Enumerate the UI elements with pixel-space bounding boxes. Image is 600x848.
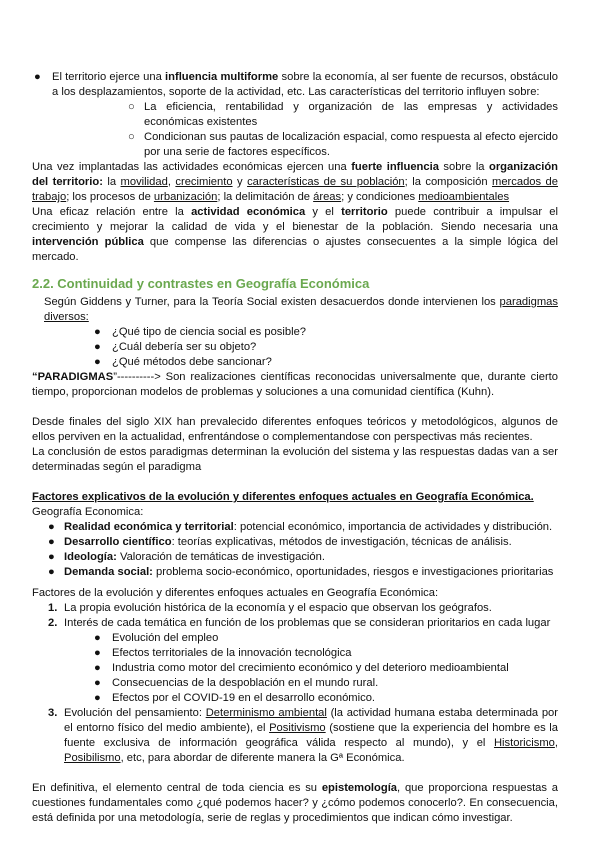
text: sobre la economía, al ser fuente de recursos, obstáculo a los desplazamientos, soporte de la actividad, etc. Las características del territorio influyen sobre: bbox=[52, 71, 558, 98]
bullet-icon: ● bbox=[94, 677, 101, 689]
bullet-icon: ● bbox=[94, 632, 101, 644]
text: Condicionan sus pautas de localización espacial, como respuesta al efecto ejercido por una serie de factores específicos. bbox=[144, 131, 558, 158]
sub-item: ● Evolución del empleo bbox=[94, 632, 219, 644]
section-heading: 2.2. Continuidad y contrastes en Geografía Económica bbox=[32, 276, 370, 291]
circle-bullet-icon: ○ bbox=[128, 131, 135, 143]
ordered-item: 2. Interés de cada temática en función de los problemas que se consideran prioritarios en cada lugar bbox=[48, 617, 551, 629]
ordered-item: 1. La propia evolución histórica de la economía y el espacio que observan los geógrafos. bbox=[48, 602, 492, 614]
bullet-icon: ● bbox=[34, 71, 41, 83]
bullet-icon: ● bbox=[94, 647, 101, 659]
territory-bullet bbox=[32, 70, 558, 100]
ordered-item: 3. Evolución del pensamiento: Determinismo ambiental (la actividad humana estaba determinada por el entorno físico del medio ambiente), el Positivismo (sostiene que la experiencia del hombre es la fuente exclusiva de información geográfica válida respecto al mundo), y el Historicismo, Posibilismo, etc, para abordar de diferente manera la Gª Económica. bbox=[48, 707, 558, 764]
paradigms-conclusion-paragraph: La conclusión de estos paradigmas determinan la evolución del sistema y las respuestas dadas van a ser determinadas según el paradigma bbox=[32, 446, 558, 473]
question-item: ● ¿Qué tipo de ciencia social es posible? bbox=[94, 326, 307, 338]
question-item: ● ¿Cuál debería ser su objeto? bbox=[94, 341, 257, 353]
text: El territorio ejerce una bbox=[52, 71, 166, 83]
bullet-icon: ● bbox=[48, 566, 55, 578]
sub-item: ● Efectos por el COVID-19 en el desarrollo económico. bbox=[94, 692, 376, 704]
circle-bullet-icon: ○ bbox=[128, 101, 135, 113]
sub-item: ● Efectos territoriales de la innovación tecnológica bbox=[94, 647, 352, 659]
bullet-icon: ● bbox=[94, 326, 101, 338]
factor-item: ● Demanda social: problema socio-económico, oportunidades, riesgos e investigaciones prioritarias bbox=[48, 566, 554, 578]
bullet-icon: ● bbox=[94, 341, 101, 353]
sub-bullet bbox=[32, 100, 558, 130]
bullet-icon: ● bbox=[48, 551, 55, 563]
text: La eficiencia, rentabilidad y organización de las empresas y actividades económicas existentes bbox=[144, 101, 558, 128]
paradigmas-definition: “PARADIGMAS”----------> Son realizaciones científicas reconocidas universalmente que, durante cierto tiempo, proporcionan modelos de problemas y soluciones a una comunidad científica (Kuhn). bbox=[32, 371, 558, 398]
bullet-icon: ● bbox=[94, 692, 101, 704]
factor-item: ● Desarrollo científico: teorías explicativas, métodos de investigación, técnicas de análisis. bbox=[48, 536, 512, 548]
bullet-icon: ● bbox=[48, 521, 55, 533]
factor-item: ● Realidad económica y territorial: potencial económico, importancia de actividades y distribución. bbox=[48, 521, 553, 533]
sub-bullet bbox=[32, 130, 558, 160]
paradigms-history-paragraph: Desde finales del siglo XIX han prevalecido diferentes enfoques teóricos y metodológicos, algunos de ellos perviven en la actualidad, enfrentándose o complementandose con perspectivas más recientes. bbox=[32, 416, 558, 443]
factors-subtitle: Geografía Economica: bbox=[32, 506, 144, 518]
relation-paragraph: Una eficaz relación entre la actividad económica y el territorio puede contribuir a impulsar el crecimiento y mejorar la calidad de vida y el bienestar de la población. Siendo necesaria una intervención pública que compense las diferencias o ajustes consecuentes a la simple lógica del mercado. bbox=[32, 206, 558, 263]
influence-paragraph: Una vez implantadas las actividades económicas ejercen una fuerte influencia sobre la organización del territorio: la movilidad, crecimiento y características de su población; la composición mercados de trabajo; los procesos de urbanización; la delimitación de áreas; y condiciones medioambientales bbox=[32, 161, 559, 203]
bullet-icon: ● bbox=[94, 662, 101, 674]
evolution-intro: Factores de la evolución y diferentes enfoques actuales en Geografía Económica: bbox=[32, 587, 439, 599]
bullet-icon: ● bbox=[94, 356, 101, 368]
closing-paragraph: En definitiva, el elemento central de toda ciencia es su epistemología, que proporciona respuestas a cuestiones fundamentales como ¿qué podemos hacer? y ¿cómo podemos conocerlo?. En consecuencia, está definida por una metodología, serie de reglas y procedimientos que indican cómo investigar. bbox=[32, 782, 558, 824]
sub-item: ● Industria como motor del crecimiento económico y del deterioro medioambiental bbox=[94, 662, 509, 674]
giddens-paragraph: Según Giddens y Turner, para la Teoría Social existen desacuerdos donde intervienen los paradigmas diversos: bbox=[44, 296, 558, 323]
question-item: ● ¿Qué métodos debe sancionar? bbox=[94, 356, 272, 368]
factor-item: ● Ideología: Valoración de temáticas de investigación. bbox=[48, 551, 325, 563]
bold-term: influencia multiforme bbox=[165, 71, 279, 83]
bullet-icon: ● bbox=[48, 536, 55, 548]
factors-title: Factores explicativos de la evolución y diferentes enfoques actuales en Geografía Económica. bbox=[32, 491, 534, 503]
sub-item: ● Consecuencias de la despoblación en el mundo rural. bbox=[94, 677, 379, 689]
